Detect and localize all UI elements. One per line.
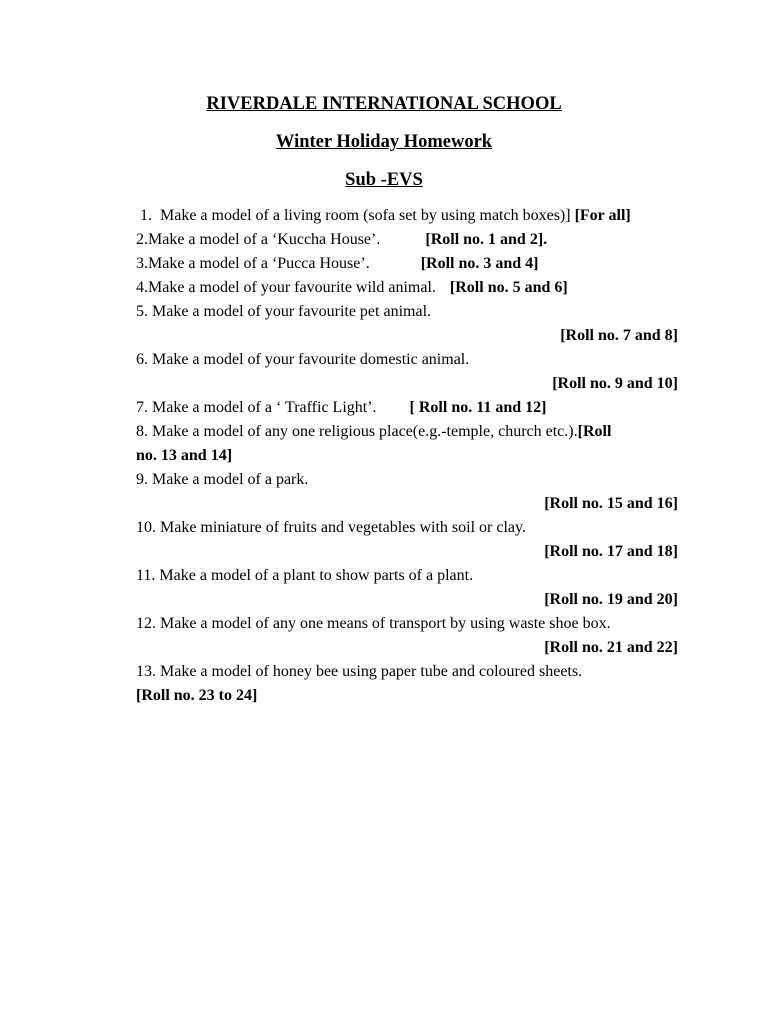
document-title: Winter Holiday Homework xyxy=(275,132,493,152)
list-item xyxy=(136,348,678,372)
roll-tag: [For all] xyxy=(574,207,631,224)
list-item xyxy=(136,516,678,540)
item-text: 4.Make a model of your favourite wild animal. xyxy=(136,279,436,296)
item-text: 5. Make a model of your favourite pet animal. xyxy=(136,303,432,320)
item-text: 13. Make a model of honey bee using paper tube and coloured sheets. xyxy=(136,663,583,680)
roll-tag: [Roll no. 15 and 16] xyxy=(544,495,678,512)
roll-tag: [Roll no. 17 and 18] xyxy=(544,543,678,560)
list-item xyxy=(136,468,678,492)
item-text: 2.Make a model of a ‘Kuccha House’. xyxy=(136,231,381,248)
list-item xyxy=(136,228,678,252)
item-text: 3.Make a model of a ‘Pucca House’. xyxy=(136,255,370,272)
item-text: 9. Make a model of a park. xyxy=(136,471,309,488)
roll-tag: [Roll no. 19 and 20] xyxy=(544,591,678,608)
item-text: 11. Make a model of a plant to show parts of a plant. xyxy=(136,567,474,584)
list-item xyxy=(136,564,678,588)
list-item-tag-line xyxy=(136,444,678,468)
list-item-tag-line xyxy=(136,492,678,516)
roll-tag: [ Roll no. 11 and 12] xyxy=(409,399,547,416)
list-item xyxy=(136,204,678,228)
roll-tag: [Roll no. 1 and 2]. xyxy=(425,231,548,248)
assignment-list xyxy=(136,204,678,708)
roll-tag: [Roll no. 5 and 6] xyxy=(449,279,568,296)
list-item-tag-line xyxy=(136,324,678,348)
list-item-tag-line xyxy=(136,636,678,660)
list-item-tag-line xyxy=(136,540,678,564)
item-text: 7. Make a model of a ‘ Traffic Light’. xyxy=(136,399,377,416)
list-item-tag-line xyxy=(136,588,678,612)
list-item xyxy=(136,612,678,636)
school-name: RIVERDALE INTERNATIONAL SCHOOL xyxy=(206,94,562,114)
roll-tag: [Roll no. 3 and 4] xyxy=(420,255,539,272)
item-text: 8. Make a model of any one religious place(e.g.-temple, church etc.). xyxy=(136,423,578,440)
item-text: 1. Make a model of a living room (sofa set by using match boxes)] xyxy=(136,207,571,224)
list-item xyxy=(136,252,678,276)
roll-tag: [Roll xyxy=(577,423,612,440)
item-text: 10. Make miniature of fruits and vegetables with soil or clay. xyxy=(136,519,526,536)
roll-tag: [Roll no. 9 and 10] xyxy=(552,375,678,392)
roll-tag: [Roll no. 7 and 8] xyxy=(560,327,678,344)
list-item xyxy=(136,396,678,420)
list-item xyxy=(136,300,678,324)
roll-tag: no. 13 and 14] xyxy=(136,447,233,464)
list-item xyxy=(136,660,678,684)
list-item-tag-line xyxy=(136,684,678,708)
item-text: 12. Make a model of any one means of transport by using waste shoe box. xyxy=(136,615,611,632)
list-item xyxy=(136,276,678,300)
list-item xyxy=(136,420,678,444)
roll-tag: [Roll no. 21 and 22] xyxy=(544,639,678,656)
item-text: 6. Make a model of your favourite domestic animal. xyxy=(136,351,470,368)
roll-tag: [Roll no. 23 to 24] xyxy=(136,687,258,704)
subject-heading: Sub -EVS xyxy=(345,170,423,190)
list-item-tag-line xyxy=(136,372,678,396)
